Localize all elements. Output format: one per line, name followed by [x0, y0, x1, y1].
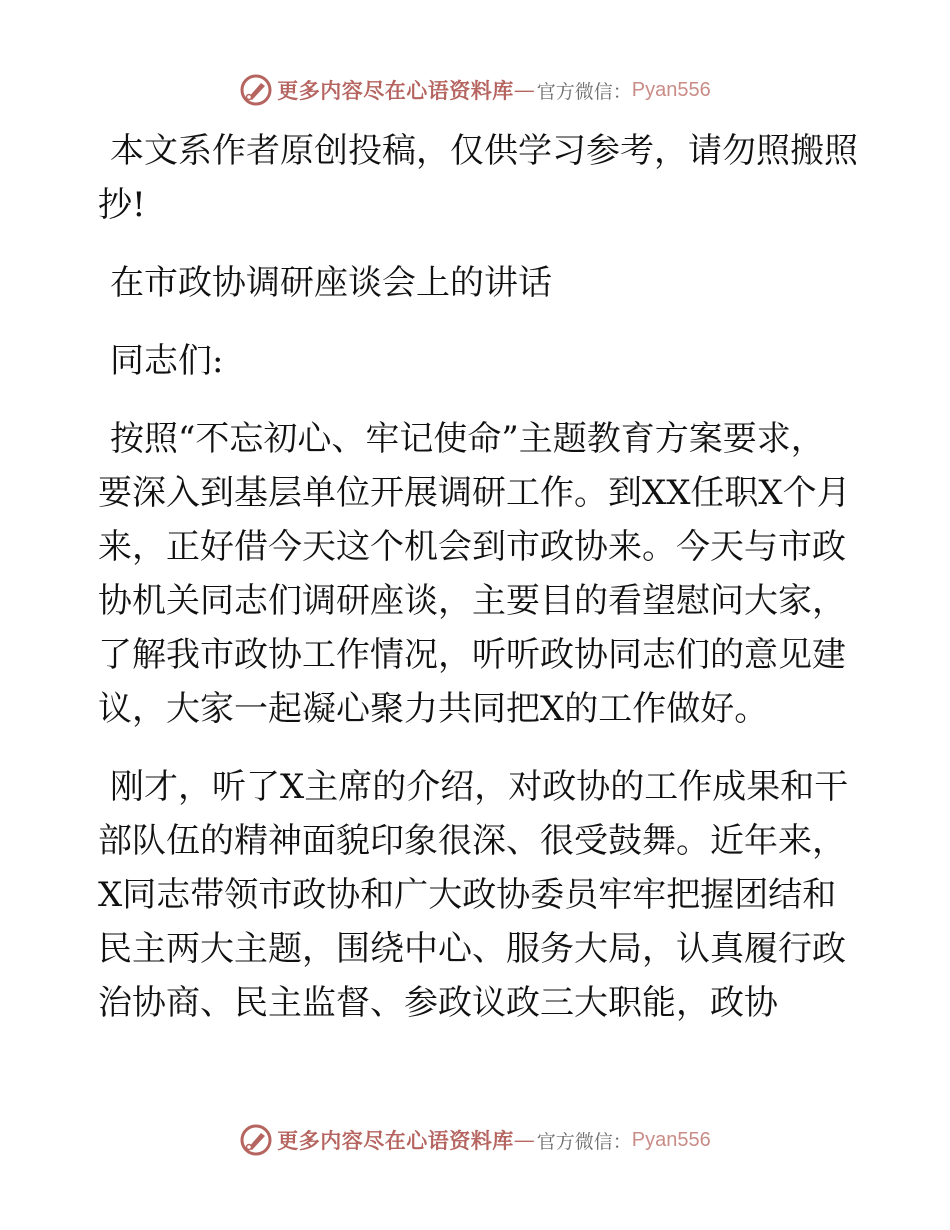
copyright-notice: 本文系作者原创投稿，仅供学习参考，请勿照搬照抄!: [98, 131, 858, 225]
header-wechat-id: Pyan556: [631, 78, 711, 101]
header-site-title: 更多内容尽在心语资料库: [277, 78, 514, 103]
speech-title: 在市政协调研座谈会上的讲话: [110, 263, 552, 303]
pen-seal-icon: [239, 73, 273, 107]
footer-wechat-id: Pyan556: [631, 1128, 711, 1151]
paragraph-2: 刚才，听了X主席的介绍，对政协的工作成果和干部队伍的精神面貌印象很深、很受鼓舞。近年来，X同志带领市政协和广大政协委员牢牢把握团结和民主两大主题，围绕中心、服务大局，认真履行政治协商、民主监督、参政议政三大职能，政协: [98, 767, 849, 1023]
greeting: 同志们:: [110, 341, 224, 381]
pen-seal-icon: [239, 1123, 273, 1157]
document-body: [98, 124, 858, 1030]
footer-site-title: 更多内容尽在心语资料库: [277, 1128, 514, 1153]
footer-wechat-label: 官方微信：: [536, 1130, 632, 1153]
header-separator: —: [513, 78, 535, 102]
footer-banner: [0, 1120, 950, 1160]
paragraph-1: 按照“不忘初心、牢记使命”主题教育方案要求，要深入到基层单位开展调研工作。到XX任职X个月来，正好借今天这个机会到市政协来。今天与市政协机关同志们调研座谈，主要目的看望慰问大家，了解我市政协工作情况，听听政协同志们的意见建议，大家一起凝心聚力共同把X的工作做好。: [98, 419, 851, 729]
footer-separator: —: [513, 1128, 535, 1152]
header-wechat-label: 官方微信：: [536, 80, 632, 103]
header-banner: [0, 70, 950, 110]
